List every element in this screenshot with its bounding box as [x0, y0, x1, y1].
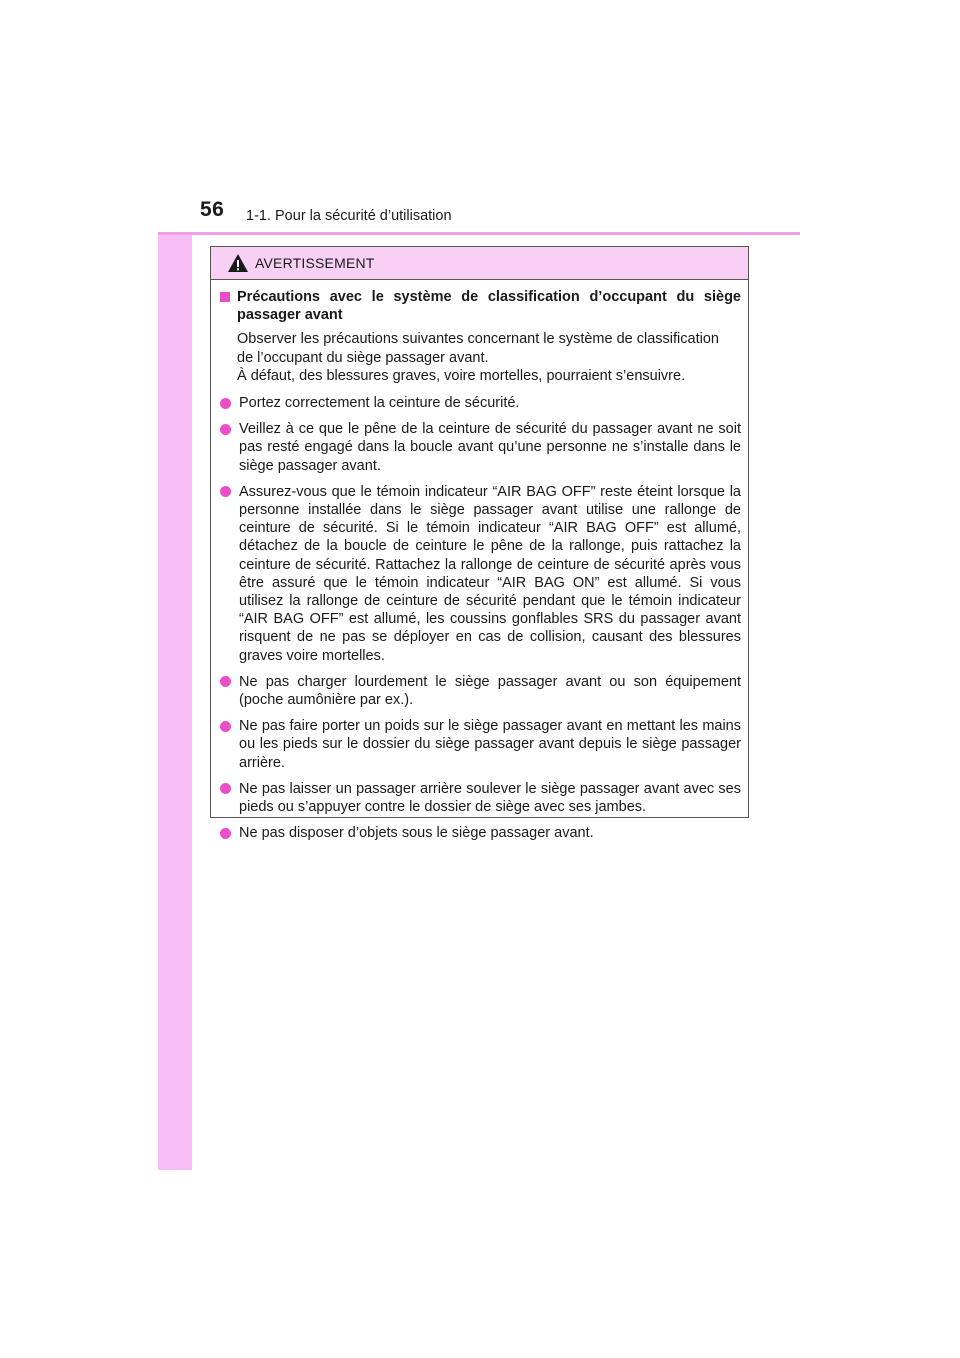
list-item-text: Ne pas laisser un passager arrière soulever le siège passager avant avec ses pieds ou s’appuyer contre le dossier de siège avec ses jambes.: [239, 780, 741, 816]
header-rule: [158, 232, 800, 235]
bullet-dot-icon: [220, 783, 231, 794]
bullet-dot-icon: [220, 398, 231, 409]
intro-line: À défaut, des blessures graves, voire mortelles, pourraient s’ensuivre.: [237, 367, 686, 384]
bullet-dot-icon: [220, 721, 231, 732]
list-item: [218, 824, 741, 842]
list-item: [218, 420, 741, 475]
list-item-text: Ne pas disposer d’objets sous le siège passager avant.: [239, 825, 594, 842]
bullet-dot-icon: [220, 424, 231, 435]
square-bullet-icon: [220, 292, 230, 302]
intro-line: Observer les précautions suivantes concernant le système de classification: [237, 331, 719, 348]
warning-heading: [218, 288, 741, 324]
warning-intro: [237, 330, 741, 385]
list-item-text: Veillez à ce que le pêne de la ceinture de sécurité du passager avant ne soit pas resté engagé dans la boucle avant qu’une personne ne s’installe dans le siège passager avant.: [239, 421, 741, 474]
list-item: [218, 717, 741, 772]
list-item: [218, 780, 741, 816]
list-item-text: Ne pas faire porter un poids sur le siège passager avant en mettant les mains ou les pieds sur le dossier du siège passager avant depuis le siège passager arrière.: [239, 718, 741, 771]
warning-label: AVERTISSEMENT: [255, 255, 375, 271]
bullet-dot-icon: [220, 828, 231, 839]
list-item-text: Ne pas charger lourdement le siège passager avant ou son équipement (poche aumônière par ex.).: [239, 673, 741, 709]
bullet-dot-icon: [220, 486, 231, 497]
side-tab-bar: [158, 186, 192, 1170]
section-title: 1-1. Pour la sécurité d’utilisation: [246, 208, 452, 224]
warning-box: [210, 246, 749, 842]
heading-line-1: Précautions avec le système de classification d’occupant du siège: [237, 289, 741, 305]
warning-body: [211, 280, 748, 842]
list-item-text: Assurez-vous que le témoin indicateur “AIR BAG OFF” reste éteint lorsque la personne installée dans le siège passager avant utilise une rallonge de ceinture de sécurité. Si le témoin indicateur “AIR BAG OFF” est allumé, détachez de la boucle de ceinture le pêne de la rallonge, puis rattachez la ceinture de sécurité. Rattachez la rallonge de ceinture de sécurité après vous être assuré que le témoin indicateur “AIR BAG ON” est allumé. Si vous utilisez la rallonge de ceinture de sécurité pendant que le témoin indicateur “AIR BAG OFF” est allumé, les coussins gonflables SRS du passager avant risquent de ne pas se déployer en cas de collision, causant des blessures graves voire mortelles.: [239, 483, 741, 664]
heading-line-2: passager avant: [237, 307, 343, 324]
warning-header: [211, 247, 748, 280]
intro-line: de l’occupant du siège passager avant.: [237, 349, 489, 366]
bullet-dot-icon: [220, 676, 231, 687]
list-item: [218, 483, 741, 665]
warning-triangle-icon: [227, 253, 249, 273]
list-item: [218, 673, 741, 709]
page-number: 56: [200, 198, 225, 221]
list-item: [218, 394, 741, 412]
list-item-text: Portez correctement la ceinture de sécurité.: [239, 395, 520, 412]
